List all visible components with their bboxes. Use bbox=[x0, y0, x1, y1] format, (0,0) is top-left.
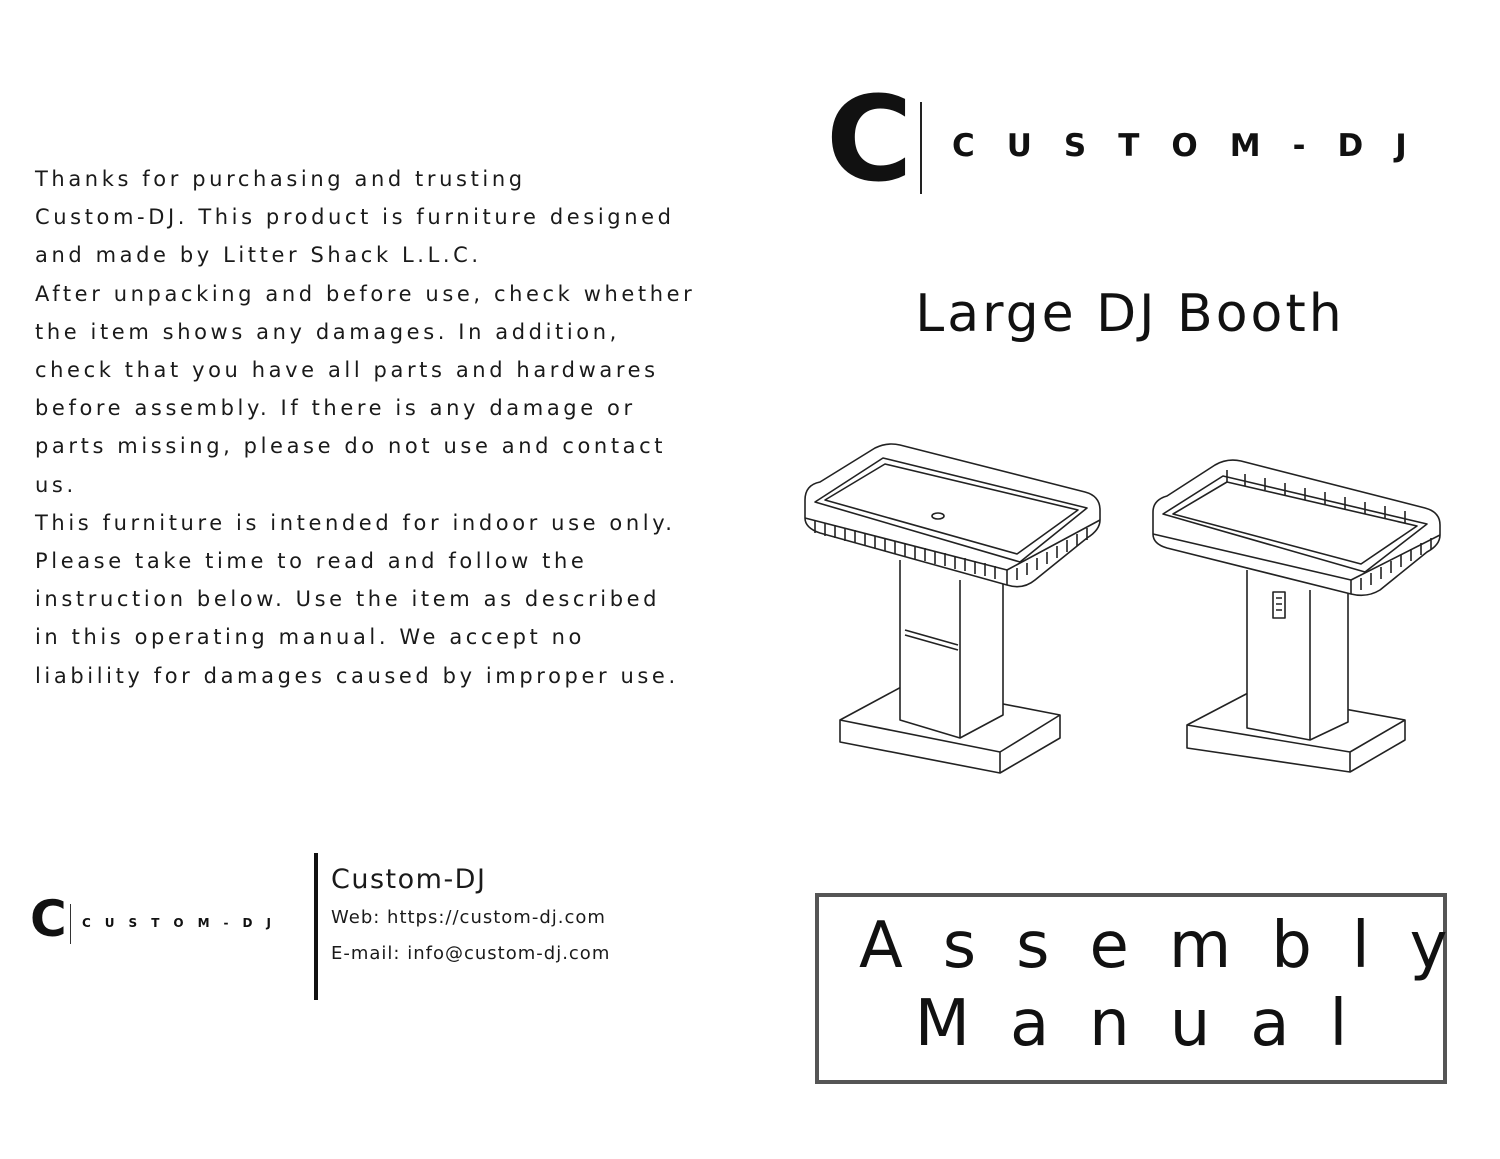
brand-mark-small: C bbox=[30, 890, 67, 948]
intro-line: the item shows any damages. In addition, bbox=[35, 319, 620, 344]
intro-line: Please take time to read and follow the bbox=[35, 549, 588, 574]
intro-line: instruction below. Use the item as described bbox=[35, 587, 661, 612]
contact-email[interactable]: E-mail: info@custom-dj.com bbox=[331, 943, 611, 964]
intro-line: parts missing, please do not use and contact bbox=[35, 434, 667, 459]
contact-divider bbox=[314, 853, 318, 1000]
booth-illustration bbox=[795, 430, 1455, 790]
contact-web[interactable]: Web: https://custom-dj.com bbox=[331, 907, 606, 928]
manual-title-line2: Manual bbox=[914, 987, 1388, 1061]
intro-line: After unpacking and before use, check whether bbox=[35, 281, 696, 306]
brand-wordmark-small: CUSTOM-DJ bbox=[82, 916, 285, 930]
intro-line: before assembly. If there is any damage or bbox=[35, 396, 636, 421]
product-title: Large DJ Booth bbox=[915, 284, 1345, 344]
intro-line: in this operating manual. We accept no bbox=[35, 625, 586, 650]
contact-block bbox=[331, 864, 610, 979]
intro-line: Thanks for purchasing and trusting bbox=[35, 167, 526, 191]
intro-line: and made by Litter Shack L.L.C. bbox=[35, 243, 482, 268]
logo-divider bbox=[920, 102, 922, 194]
brand-logo-large bbox=[826, 70, 1466, 208]
intro-text bbox=[35, 160, 715, 695]
brand-logo-small bbox=[30, 890, 290, 948]
intro-line: This furniture is intended for indoor use only. bbox=[35, 510, 676, 535]
booth-rear-view bbox=[1153, 460, 1440, 772]
intro-line: check that you have all parts and hardwares bbox=[35, 358, 659, 383]
contact-company: Custom-DJ bbox=[331, 864, 487, 895]
intro-line: liability for damages caused by improper use. bbox=[35, 663, 679, 688]
brand-mark: C bbox=[826, 70, 909, 208]
logo-divider-small bbox=[70, 904, 71, 944]
booth-front-view bbox=[805, 444, 1100, 773]
manual-title-line1: Assembly bbox=[859, 909, 1488, 983]
intro-line: Custom-DJ. This product is furniture designed bbox=[35, 205, 675, 230]
intro-line: us. bbox=[35, 472, 77, 497]
assembly-manual-box bbox=[815, 893, 1488, 1084]
brand-wordmark: CUSTOM-DJ bbox=[952, 128, 1439, 164]
